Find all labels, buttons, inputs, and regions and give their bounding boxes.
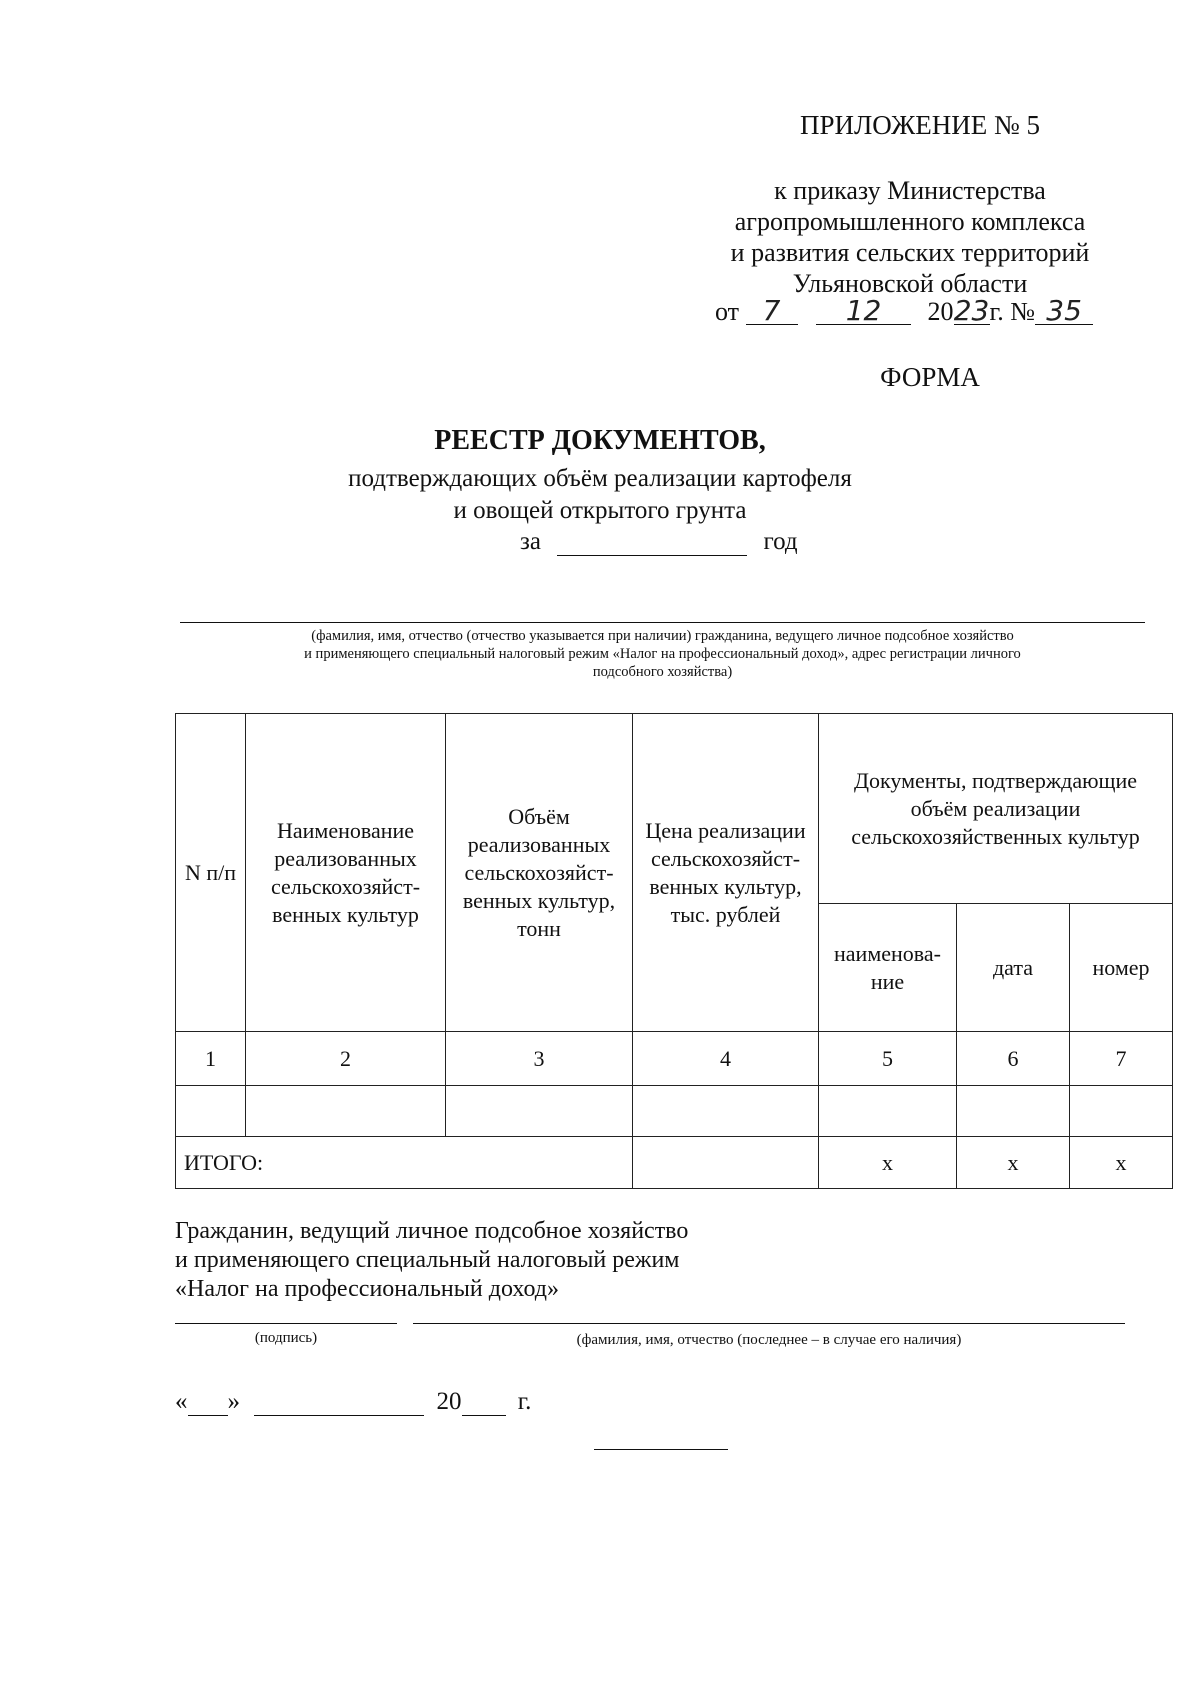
- citizen-line-2: и применяющего специальный налоговый режим: [175, 1247, 680, 1273]
- total-doc-date: х: [957, 1137, 1070, 1189]
- total-row: [176, 1137, 1173, 1189]
- header-volume: Объём реализованных сельскохозяйст- венных культур, тонн: [446, 714, 633, 1032]
- year-prefix: 20: [927, 297, 954, 326]
- total-doc-number: х: [1070, 1137, 1173, 1189]
- total-price[interactable]: [633, 1137, 819, 1189]
- caption-line-3: подсобного хозяйства): [592, 664, 733, 680]
- cell-price[interactable]: [633, 1086, 819, 1137]
- register-table: [175, 713, 1173, 1189]
- col-number-3: 3: [446, 1032, 633, 1086]
- date-year-field[interactable]: [462, 1391, 506, 1416]
- register-title: РЕЕСТР ДОКУМЕНТОВ,: [434, 425, 766, 456]
- date-day-field[interactable]: [188, 1391, 228, 1416]
- order-reference: [680, 175, 1140, 299]
- signature-date-line: [175, 1388, 675, 1416]
- date-month-field[interactable]: [254, 1391, 424, 1416]
- order-line-1: к приказу Министерства: [774, 176, 1046, 205]
- citizen-statement: [175, 1217, 875, 1304]
- citizen-line-3: «Налог на профессиональный доход»: [175, 1276, 559, 1302]
- order-number: 35: [1035, 298, 1093, 325]
- citizen-line-1: Гражданин, ведущий личное подсобное хозяйство: [175, 1218, 689, 1244]
- applicant-caption: [170, 627, 1155, 681]
- header-crop-name: Наименование реализованных сельскохозяйст- венных культур: [246, 714, 446, 1032]
- subtitle-line-1: подтверждающих объём реализации картофеля: [348, 465, 852, 492]
- col-number-5: 5: [819, 1032, 957, 1086]
- period-prefix: за: [520, 528, 541, 555]
- fio-caption: (фамилия, имя, отчество (последнее – в случае его наличия): [576, 1332, 962, 1348]
- header-doc-date: дата: [957, 904, 1070, 1032]
- date-prefix: от: [715, 297, 740, 326]
- period-suffix: год: [763, 528, 798, 555]
- cell-doc-name[interactable]: [819, 1086, 957, 1137]
- applicant-field-line[interactable]: [180, 622, 1145, 623]
- date-month: 12: [816, 298, 911, 325]
- header-doc-name: наименова- ние: [819, 904, 957, 1032]
- table-row: [176, 1086, 1173, 1137]
- subtitle-line-2: и овощей открытого грунта: [453, 497, 747, 524]
- order-line-4: Ульяновской области: [792, 269, 1028, 298]
- order-line-2: агропромышленного комплекса: [734, 207, 1086, 236]
- signature-caption: (подпись): [254, 1330, 318, 1346]
- form-label: ФОРМА: [880, 362, 980, 392]
- col-number-7: 7: [1070, 1032, 1173, 1086]
- closing-separator: [594, 1449, 728, 1450]
- date-open-quote: «: [175, 1388, 188, 1415]
- cell-num[interactable]: [176, 1086, 246, 1137]
- col-number-4: 4: [633, 1032, 819, 1086]
- date-year-suffix: г.: [517, 1388, 532, 1415]
- col-number-6: 6: [957, 1032, 1070, 1086]
- cell-volume[interactable]: [446, 1086, 633, 1137]
- date-day: 7: [746, 298, 798, 325]
- order-line-3: и развития сельских территорий: [730, 238, 1090, 267]
- appendix-number: ПРИЛОЖЕНИЕ № 5: [799, 110, 1041, 140]
- col-number-2: 2: [246, 1032, 446, 1086]
- col-number-1: 1: [176, 1032, 246, 1086]
- header-price: Цена реализации сельскохозяйст- венных культур, тыс. рублей: [633, 714, 819, 1032]
- fio-field-line[interactable]: [413, 1323, 1125, 1324]
- header-num: N п/п: [176, 714, 246, 1032]
- cell-crop-name[interactable]: [246, 1086, 446, 1137]
- header-doc-number: номер: [1070, 904, 1173, 1032]
- date-close-quote: »: [227, 1388, 240, 1415]
- signature-field-line[interactable]: [175, 1323, 397, 1324]
- total-label: ИТОГО:: [176, 1137, 633, 1189]
- year-postfix: г. №: [989, 297, 1036, 326]
- column-number-row: [176, 1032, 1173, 1086]
- header-documents: Документы, подтверждающие объём реализации сельскохозяйственных культур: [819, 714, 1173, 904]
- period-line: [520, 528, 920, 556]
- total-doc-name: х: [819, 1137, 957, 1189]
- caption-line-2: и применяющего специальный налоговый режим «Налог на профессиональный доход», адрес регистрации личного: [304, 646, 1021, 662]
- caption-line-1: (фамилия, имя, отчество (отчество указывается при наличии) гражданина, ведущего личное подсобное хозяйство: [311, 628, 1014, 644]
- year-suffix: 23: [953, 294, 990, 327]
- period-year-field[interactable]: [557, 529, 747, 556]
- header-row-1: [176, 714, 1173, 904]
- date-century: 20: [436, 1388, 462, 1415]
- cell-doc-number[interactable]: [1070, 1086, 1173, 1137]
- order-date-line: [715, 294, 1145, 327]
- cell-doc-date[interactable]: [957, 1086, 1070, 1137]
- register-subtitle: [250, 463, 950, 527]
